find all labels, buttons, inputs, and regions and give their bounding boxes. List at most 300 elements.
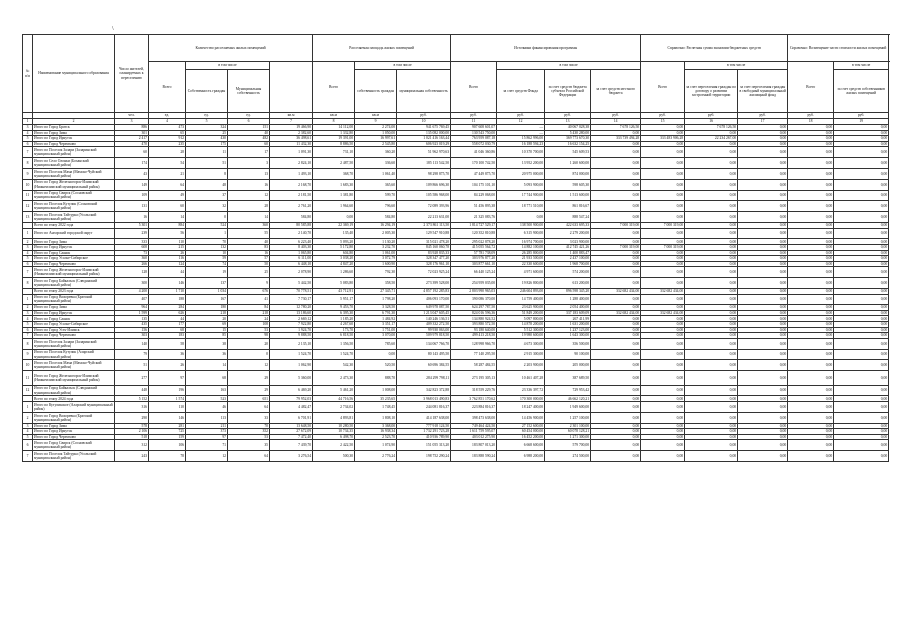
- value-cell: 14: [149, 212, 186, 223]
- value-cell: 888,70: [355, 371, 397, 385]
- value-cell: 105 586 968,00: [397, 190, 451, 201]
- value-cell: 151: [228, 125, 270, 131]
- column-number-cell: 8: [313, 119, 355, 125]
- row-number-cell: 13: [23, 212, 33, 223]
- program-table-sheet: [22, 34, 888, 462]
- value-cell: 6 315 900,00: [497, 228, 545, 239]
- value-cell: 0,00: [788, 338, 834, 349]
- value-cell: 0,00: [685, 190, 738, 201]
- value-cell: 624 297 787,50: [451, 305, 497, 311]
- value-cell: 46: [186, 402, 228, 413]
- value-cell: 0,00: [591, 201, 641, 212]
- value-cell: 303 877 661,10: [451, 261, 497, 267]
- value-cell: 360,20: [355, 147, 397, 158]
- value-cell: 188: [149, 294, 186, 305]
- value-cell: 0,00: [685, 147, 738, 158]
- value-cell: 60: [115, 147, 149, 158]
- value-cell: 0,00: [685, 316, 738, 322]
- value-cell: 0,00: [834, 338, 889, 349]
- value-cell: 0,00: [591, 451, 641, 462]
- value-cell: 0,00: [788, 212, 834, 223]
- value-cell: 19 826 800,00: [497, 278, 545, 289]
- value-cell: 1 237 123,00: [545, 327, 591, 333]
- value-cell: 0,00: [788, 147, 834, 158]
- value-cell: 7 472,40: [270, 434, 313, 440]
- municipality-name-cell: Итого по Город Черемхово: [33, 434, 115, 440]
- value-cell: 18 247 400,00: [497, 402, 545, 413]
- value-cell: 218: [228, 310, 270, 316]
- value-cell: 149: [115, 179, 149, 190]
- value-cell: 218: [186, 310, 228, 316]
- value-cell: 0,00: [685, 141, 738, 147]
- value-cell: 1 034: [186, 288, 228, 294]
- value-cell: 907 608 601,07: [451, 125, 497, 131]
- value-cell: 435: [115, 322, 149, 328]
- value-cell: 0,00: [834, 316, 889, 322]
- municipality-name-cell: Итого по Город Черемхово: [33, 261, 115, 267]
- municipality-name-cell: Итого по Поселок Мама (Мамско-Чуйский муниципальный район): [33, 168, 115, 179]
- value-cell: 2 803 990 965,03: [451, 288, 497, 294]
- municipality-name-cell: Итого по Город Иркутск: [33, 310, 115, 316]
- value-cell: 16 452 200,00: [497, 434, 545, 440]
- group-financing-header: Источники финансирования программы: [451, 35, 641, 62]
- value-cell: 0,00: [788, 250, 834, 256]
- value-cell: 3 232,70: [355, 244, 397, 250]
- value-cell: 406 093 170,00: [397, 294, 451, 305]
- value-cell: 0,00: [738, 338, 788, 349]
- value-cell: 0,00: [591, 423, 641, 429]
- value-cell: 13: [228, 168, 270, 179]
- value-cell: 163: [186, 385, 228, 396]
- value-cell: 49: [149, 190, 186, 201]
- row-number-cell: 6: [23, 327, 33, 333]
- value-cell: 11: [186, 147, 228, 158]
- row-number-cell: 4: [23, 429, 33, 435]
- value-cell: 387 689,50: [545, 371, 591, 385]
- value-cell: 211: [186, 423, 228, 429]
- municipality-name-cell: Итого по Ангарский городской округ: [33, 228, 115, 239]
- value-cell: 110: [149, 402, 186, 413]
- unit-cell: чел.: [115, 113, 149, 119]
- value-cell: 97: [149, 371, 186, 385]
- value-cell: 796,60: [355, 201, 397, 212]
- value-cell: 109 866 696,30: [397, 179, 451, 190]
- value-cell: 409 332 272,50: [397, 322, 451, 328]
- value-cell: 2 301 100,00: [545, 423, 591, 429]
- value-cell: 8: [186, 168, 228, 179]
- value-cell: 0,00: [685, 396, 738, 402]
- value-cell: 0,00: [788, 385, 834, 396]
- value-cell: 26: [149, 250, 186, 256]
- value-cell: 0,00: [591, 250, 641, 256]
- table-row: [23, 349, 889, 360]
- column-number-cell: 1: [23, 119, 33, 125]
- value-cell: 1 574: [149, 396, 186, 402]
- value-cell: 0,00: [834, 310, 889, 316]
- municipality-name-cell: Итого по Город Свирск (Сосновский муниципальный район): [33, 440, 115, 451]
- value-cell: 0,00: [685, 179, 738, 190]
- value-cell: 71: [186, 440, 228, 451]
- value-cell: —: [497, 125, 545, 131]
- municipality-name-cell: Итого по Кутуликское (Аларский муниципальный район): [34, 402, 113, 411]
- value-cell: 20: [186, 316, 228, 322]
- value-cell: 1 008,00: [355, 385, 397, 396]
- value-cell: 0,00: [685, 244, 738, 250]
- value-cell: 14 759 400,00: [497, 294, 545, 305]
- econ-free-fund-header: за счет переселения граждан в свободный муниципальный жилищный фонд: [738, 70, 788, 113]
- value-cell: 0,00: [591, 228, 641, 239]
- value-cell: 20 975 000,00: [497, 168, 545, 179]
- value-cell: 1 021 416 163,44: [397, 136, 451, 142]
- value-cell: 2 135,10: [270, 338, 313, 349]
- value-cell: 28: [149, 147, 186, 158]
- value-cell: 16 997,61: [355, 136, 397, 142]
- value-cell: 0,00: [641, 201, 685, 212]
- value-cell: 1 286,60: [313, 267, 355, 278]
- value-cell: 824 016 596,36: [451, 310, 497, 316]
- value-cell: 9 888,50: [270, 333, 313, 339]
- econ-drzt-header: за счет переселения граждан по договору о развитии застроенной территории: [685, 70, 738, 113]
- value-cell: 393 880 572,50: [451, 322, 497, 328]
- value-cell: 12: [228, 360, 270, 371]
- value-cell: 0,00: [641, 130, 685, 136]
- value-cell: 97: [186, 434, 228, 440]
- table-row: [23, 179, 889, 190]
- value-cell: 16: [115, 212, 149, 223]
- value-cell: 12 780,20: [270, 305, 313, 311]
- value-cell: 22 213 631,00: [397, 212, 451, 223]
- value-cell: 0,00: [788, 130, 834, 136]
- municipality-name-cell: Итого по Город Саянск: [33, 316, 115, 322]
- value-cell: 0,00: [738, 333, 788, 339]
- value-cell: 6 818,50: [313, 333, 355, 339]
- value-cell: 2 382,60: [270, 130, 313, 136]
- unit-cell: руб.: [788, 113, 834, 119]
- value-cell: 0,00: [591, 322, 641, 328]
- value-cell: 0,00: [834, 158, 889, 169]
- fin-incl-header: в том числе: [497, 62, 641, 70]
- value-cell: 0,00: [591, 333, 641, 339]
- value-cell: 5 093 900,00: [497, 179, 545, 190]
- value-cell: 0,00: [788, 333, 834, 339]
- value-cell: 83: [228, 244, 270, 250]
- value-cell: 0,00: [685, 288, 738, 294]
- row-number-cell: 10: [23, 179, 33, 190]
- value-cell: 0,00: [788, 239, 834, 245]
- value-cell: 332 682 434,00: [591, 288, 641, 294]
- value-cell: 0,00: [738, 147, 788, 158]
- value-cell: 598 605,30: [545, 179, 591, 190]
- value-cell: 1 484,92: [355, 316, 397, 322]
- value-cell: 0,00: [685, 168, 738, 179]
- value-cell: 40: [228, 130, 270, 136]
- value-cell: 403 012 275,90: [451, 434, 497, 440]
- value-cell: 18 771 510,00: [497, 201, 545, 212]
- column-number-cell: 18: [788, 119, 834, 125]
- value-cell: 0,00: [313, 212, 355, 223]
- value-cell: 0,00: [738, 168, 788, 179]
- value-cell: 1 710: [149, 288, 186, 294]
- value-cell: 0,00: [788, 179, 834, 190]
- value-cell: 0,00: [685, 371, 738, 385]
- value-cell: 38: [186, 338, 228, 349]
- value-cell: 0,00: [641, 168, 685, 179]
- value-cell: 53: [228, 434, 270, 440]
- value-cell: 1 949 600,00: [545, 402, 591, 413]
- value-cell: 48: [186, 179, 228, 190]
- value-cell: 1 130,20: [355, 239, 397, 245]
- value-cell: 470: [115, 141, 149, 147]
- value-cell: 0,00: [591, 168, 641, 179]
- value-cell: 2 005,30: [355, 228, 397, 239]
- value-cell: 0,00: [685, 256, 738, 262]
- value-cell: 0,00: [788, 327, 834, 333]
- unit-cell: ед.: [186, 113, 228, 119]
- value-cell: 2 373 861 113,50: [397, 222, 451, 228]
- table-row: [23, 412, 889, 423]
- value-cell: 606 923 019,29: [397, 141, 451, 147]
- value-cell: 599,70: [355, 190, 397, 201]
- value-cell: 0,00: [591, 338, 641, 349]
- value-cell: 281: [149, 423, 186, 429]
- value-cell: 0,00: [591, 147, 641, 158]
- municipality-name-cell: Всего по этапу 2023 года: [33, 288, 115, 294]
- value-cell: 0,00: [685, 412, 738, 423]
- column-number-cell: 13: [545, 119, 591, 125]
- value-cell: 84 229 068,00: [451, 190, 497, 201]
- value-cell: 0,00: [591, 179, 641, 190]
- value-cell: 5 442,50: [270, 278, 313, 289]
- value-cell: 3 023 900,00: [545, 239, 591, 245]
- value-cell: 1 524,70: [270, 349, 313, 360]
- value-cell: 0,00: [788, 136, 834, 142]
- row-number-cell: 4: [23, 130, 33, 136]
- value-cell: 0,00: [788, 190, 834, 201]
- value-cell: 0,00: [788, 434, 834, 440]
- value-cell: 0,00: [834, 322, 889, 328]
- value-cell: 1 381,80: [313, 190, 355, 201]
- value-cell: 138 500 900,00: [497, 222, 545, 228]
- value-cell: 1 213 047 605,45: [397, 310, 451, 316]
- value-cell: 0,00: [641, 371, 685, 385]
- value-cell: 0,00: [788, 310, 834, 316]
- value-cell: 3 276,54: [270, 451, 313, 462]
- value-cell: 0,00: [685, 349, 738, 360]
- value-cell: 7 439,70: [270, 440, 313, 451]
- value-cell: 1 288 400,00: [545, 294, 591, 305]
- value-cell: 545 609,53: [545, 147, 591, 158]
- value-cell: 60: [149, 201, 186, 212]
- value-cell: 874 000,00: [545, 168, 591, 179]
- column-number-cell: 5: [186, 119, 228, 125]
- value-cell: 0,00: [355, 349, 397, 360]
- value-cell: 64: [228, 402, 270, 413]
- value-cell: 50: [228, 261, 270, 267]
- value-cell: 964: [115, 305, 149, 311]
- value-cell: 763 959 087,18: [451, 136, 497, 142]
- value-cell: 44 716,56: [313, 396, 355, 402]
- value-cell: 5 083,80: [313, 278, 355, 289]
- value-cell: 14 456 900,00: [497, 412, 545, 423]
- unit-cell: кв.м: [270, 113, 313, 119]
- value-cell: 896 598 345,20: [545, 288, 591, 294]
- count-incl-header: в том числе: [186, 62, 270, 70]
- value-cell: 0,00: [591, 402, 641, 413]
- value-cell: 523: [186, 396, 228, 402]
- table-row: [23, 338, 889, 349]
- value-cell: 1 964,60: [313, 201, 355, 212]
- value-cell: 356 500,00: [545, 338, 591, 349]
- value-cell: 729 953,42: [545, 385, 591, 396]
- value-cell: 0,00: [738, 349, 788, 360]
- value-cell: 0,00: [788, 125, 834, 131]
- value-cell: 676: [228, 288, 270, 294]
- value-cell: 0,00: [591, 316, 641, 322]
- value-cell: 0,00: [834, 179, 889, 190]
- value-cell: 132: [186, 244, 228, 250]
- municipality-name-cell: Итого по Поселок Залари (Заларинский муниципальный район): [33, 338, 115, 349]
- comp-total-header: Всего: [788, 62, 834, 113]
- municipality-name-cell: Итого по Город Саянск: [33, 250, 115, 256]
- value-cell: 6 469,20: [270, 385, 313, 396]
- row-number-cell: 8: [23, 278, 33, 289]
- value-cell: 365,60: [355, 179, 397, 190]
- value-cell: 558 072 030,79: [451, 141, 497, 147]
- value-cell: 368,70: [313, 168, 355, 179]
- value-cell: 73: [115, 250, 149, 256]
- unit-cell: руб.: [397, 113, 451, 119]
- value-cell: 40: [228, 239, 270, 245]
- value-cell: 146: [149, 278, 186, 289]
- value-cell: 58: [149, 338, 186, 349]
- value-cell: 0,00: [788, 429, 834, 435]
- table-row: [23, 385, 889, 396]
- group-area-header: Расселяемая площадь жилых помещений: [313, 35, 451, 62]
- value-cell: 15 862 996,00: [497, 136, 545, 142]
- value-cell: 2 761,20: [270, 201, 313, 212]
- row-number-cell: 1: [23, 228, 33, 239]
- row-number-cell: 8: [23, 158, 33, 169]
- value-cell: 6 111,00: [270, 256, 313, 262]
- column-number-cell: 17: [738, 119, 788, 125]
- value-cell: 845 160 060,78: [397, 244, 451, 250]
- value-cell: 1 061,40: [355, 168, 397, 179]
- value-cell: 223 884 816,37: [451, 402, 497, 413]
- table-row: [23, 190, 889, 201]
- value-cell: 0,00: [685, 385, 738, 396]
- value-cell: 300: [115, 278, 149, 289]
- value-cell: 410 936 789,90: [397, 434, 451, 440]
- count-total-header: Всего: [149, 62, 186, 113]
- column-number-cell: 15: [641, 119, 685, 125]
- value-cell: 613 200,00: [545, 278, 591, 289]
- row-number-cell: 3: [23, 244, 33, 250]
- value-cell: 51 962 970,63: [397, 147, 451, 158]
- value-cell: 0,00: [641, 147, 685, 158]
- value-cell: 328 176 961,10: [397, 261, 451, 267]
- value-cell: 0,00: [738, 261, 788, 267]
- table-row: [23, 360, 889, 371]
- value-cell: 584,80: [355, 212, 397, 223]
- value-cell: 5 512 300,00: [497, 327, 545, 333]
- value-cell: 0,00: [685, 333, 738, 339]
- value-cell: 0,00: [834, 440, 889, 451]
- value-cell: 185 113 542,50: [397, 158, 451, 169]
- value-cell: 0,00: [591, 130, 641, 136]
- value-cell: 0,00: [641, 190, 685, 201]
- value-cell: 0,00: [738, 212, 788, 223]
- value-cell: 74: [186, 261, 228, 267]
- value-cell: 167: [186, 294, 228, 305]
- row-number-cell: 3: [23, 125, 33, 131]
- value-cell: 120 352 810,88: [451, 228, 497, 239]
- value-cell: 5 172,80: [313, 244, 355, 250]
- value-cell: 0,00: [738, 250, 788, 256]
- value-cell: 14 112,00: [313, 125, 355, 131]
- value-cell: 35: [228, 440, 270, 451]
- value-cell: 284 299 798,11: [397, 371, 451, 385]
- municipality-name-cell: Итого по Город Иркутск: [33, 244, 115, 250]
- row-number-cell: 11: [23, 371, 33, 385]
- unit-cell: кв.м: [313, 113, 355, 119]
- value-cell: 6 448,10: [270, 261, 313, 267]
- value-cell: 0,00: [834, 429, 889, 435]
- value-cell: 0,00: [788, 222, 834, 228]
- value-cell: 0,00: [641, 451, 685, 462]
- value-cell: 0,00: [834, 130, 889, 136]
- area-citizens-header: собственность граждан: [355, 70, 397, 113]
- value-cell: 1 751,00: [355, 327, 397, 333]
- value-cell: 13 648,50: [270, 423, 313, 429]
- row-number-cell: 2: [23, 239, 33, 245]
- municipality-name-cell: Итого по Город Байкальск (Слюдянский муниципальный район): [33, 278, 115, 289]
- value-cell: 0,00: [641, 429, 685, 435]
- value-cell: 16 938,34: [355, 429, 397, 435]
- col-number-header: № п/п: [23, 35, 33, 113]
- value-cell: 0,00: [685, 327, 738, 333]
- value-cell: 0,00: [738, 201, 788, 212]
- value-cell: 328 347 477,20: [397, 256, 451, 262]
- value-cell: 17 744 900,00: [497, 190, 545, 201]
- value-cell: 156: [115, 327, 149, 333]
- value-cell: 0,00: [685, 423, 738, 429]
- row-number-cell: 9: [23, 168, 33, 179]
- value-cell: 0,00: [788, 261, 834, 267]
- value-cell: 332 682 434,00: [641, 288, 685, 294]
- value-cell: 1 924,70: [270, 327, 313, 333]
- value-cell: 0,00: [641, 256, 685, 262]
- value-cell: 473: [149, 125, 186, 131]
- value-cell: 0,00: [834, 402, 889, 413]
- value-cell: 1 600,90: [355, 261, 397, 267]
- value-cell: 26: [149, 360, 186, 371]
- value-cell: 19 391,00: [313, 136, 355, 142]
- value-cell: 0,00: [685, 434, 738, 440]
- value-cell: 1: [186, 228, 228, 239]
- fin-local-header: за счет средств местного бюджета: [591, 70, 641, 113]
- value-cell: 3 328,50: [355, 305, 397, 311]
- value-cell: 0,00: [738, 451, 788, 462]
- group-compensation-header: Справочно: Возмещение части стоимости жилых помещений: [788, 35, 889, 62]
- value-cell: 0,00: [591, 158, 641, 169]
- value-cell: 1 271 300,00: [545, 434, 591, 440]
- value-cell: 1 814 727 529,17: [451, 222, 497, 228]
- value-cell: 0,00: [591, 360, 641, 371]
- value-cell: 0,00: [834, 261, 889, 267]
- value-cell: 0,00: [834, 239, 889, 245]
- value-cell: 0,00: [641, 412, 685, 423]
- table-row: [23, 440, 889, 451]
